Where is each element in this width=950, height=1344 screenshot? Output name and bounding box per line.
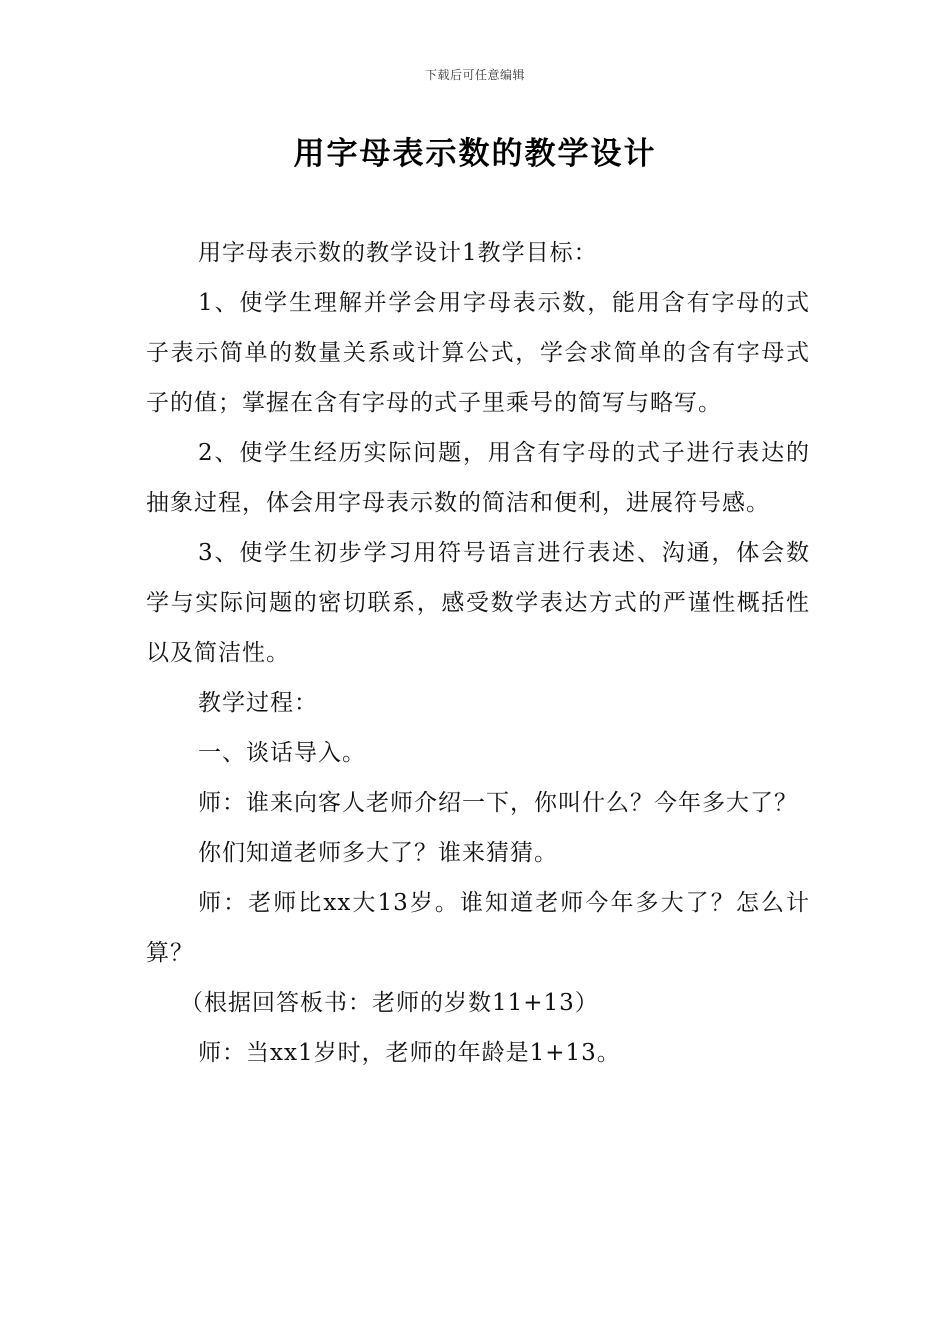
paragraph-goal-3: 3、使学生初步学习用符号语言进行表述、沟通，体会数学与实际问题的密切联系，感受数学表达方式的严谨性概括性以及简洁性。 [146,540,810,666]
header-note: 下载后可任意编辑 [424,68,525,82]
document-body [146,228,810,1078]
paragraph-section-1-heading: 一、谈话导入。 [198,740,366,766]
paragraph-intro: 用字母表示数的教学设计1教学目标： [198,240,598,266]
paragraph-teacher-example: 师：当xx1岁时，老师的年龄是1+13。 [198,1040,621,1066]
paragraph-goal-2: 2、使学生经历实际问题，用含有字母的式子进行表达的抽象过程，体会用字母表示数的简洁和便利，进展符号感。 [146,440,810,516]
paragraph-teacher-age: 师：老师比xx大13岁。谁知道老师今年多大了？怎么计算？ [146,890,810,966]
paragraph-process-heading: 教学过程： [198,690,318,716]
paragraph-goal-1: 1、使学生理解并学会用字母表示数，能用含有字母的式子表示简单的数量关系或计算公式，学会求简单的含有字母式子的值；掌握在含有字母的式子里乘号的简写与略写。 [146,290,810,416]
paragraph-teacher-question: 师：谁来向客人老师介绍一下，你叫什么？今年多大了？ [198,790,798,816]
paragraph-guess: 你们知道老师多大了？谁来猜猜。 [198,840,558,866]
document-title: 用字母表示数的教学设计 [293,136,657,172]
paragraph-board-note: （根据回答板书：老师的岁数11+13） [180,990,599,1016]
